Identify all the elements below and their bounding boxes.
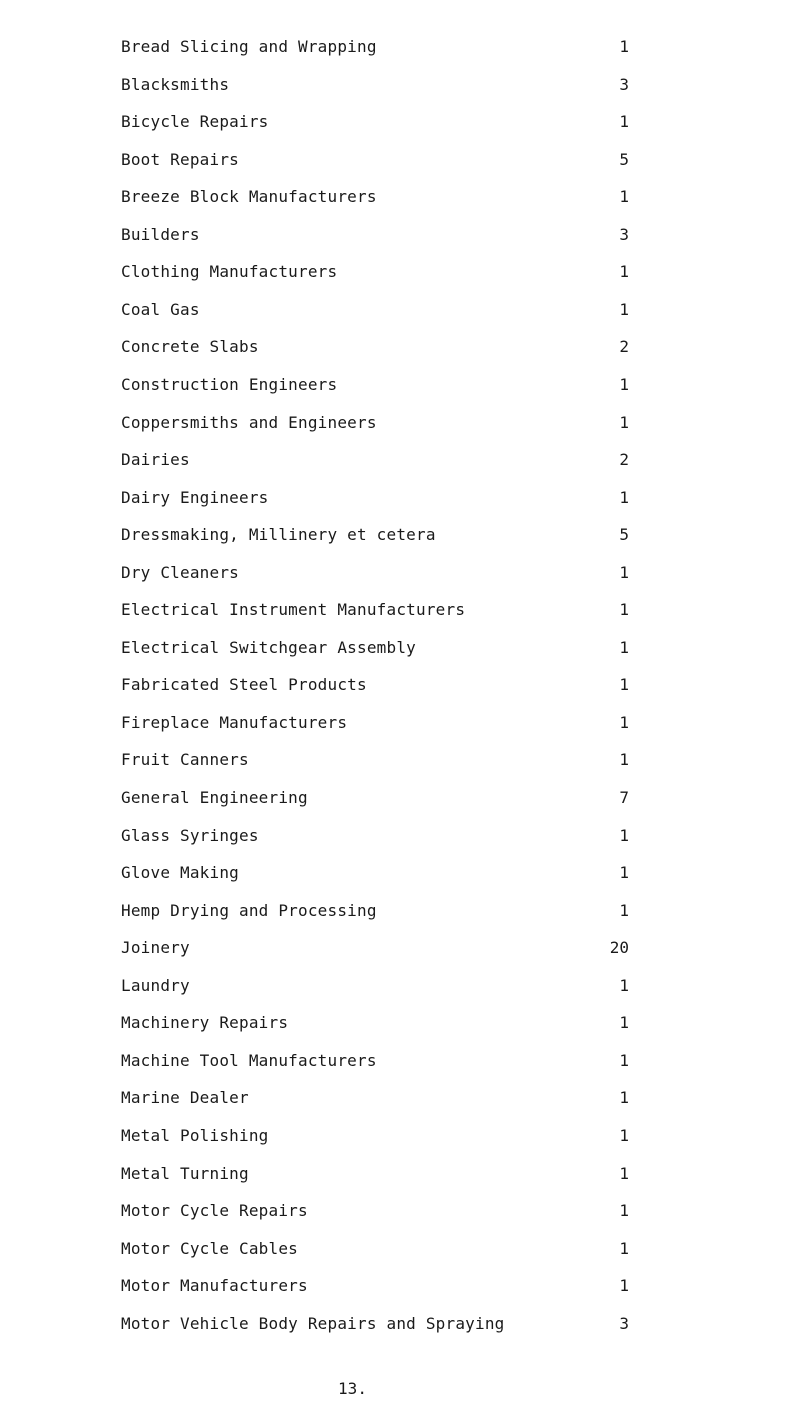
list-item	[0, 70, 801, 100]
trade-name: Machinery Repairs	[121, 1013, 289, 1033]
trade-name: Laundry	[121, 975, 190, 995]
trade-name: Motor Cycle Repairs	[121, 1201, 308, 1221]
trade-count: 1	[619, 1088, 629, 1108]
list-item	[0, 1008, 801, 1038]
list-item	[0, 1309, 801, 1339]
list-item	[0, 408, 801, 438]
trade-count: 1	[619, 675, 629, 695]
trade-count: 1	[619, 975, 629, 995]
trade-count: 1	[619, 374, 629, 394]
trade-name: Joinery	[121, 938, 190, 958]
trade-name: Fruit Canners	[121, 750, 249, 770]
trade-name: Dairies	[121, 450, 190, 470]
trade-name: Motor Cycle Cables	[121, 1238, 298, 1258]
trade-count: 1	[619, 37, 629, 56]
trade-count: 1	[619, 299, 629, 319]
list-item	[0, 670, 801, 700]
list-item	[0, 182, 801, 212]
trade-count: 1	[619, 863, 629, 883]
list-item	[0, 1196, 801, 1226]
list-item	[0, 821, 801, 851]
trade-count: 1	[619, 750, 629, 770]
page-number: 13.	[338, 1379, 367, 1398]
list-item	[0, 295, 801, 325]
trade-count: 1	[619, 1125, 629, 1145]
list-item	[0, 783, 801, 813]
list-item	[0, 145, 801, 175]
trade-count: 1	[619, 1238, 629, 1258]
trade-name: Coppersmiths and Engineers	[121, 412, 377, 432]
trade-count: 1	[619, 637, 629, 657]
list-item	[0, 858, 801, 888]
trade-name: Marine Dealer	[121, 1088, 249, 1108]
trade-name: Blacksmiths	[121, 74, 230, 94]
trade-count: 1	[619, 1201, 629, 1221]
trade-count: 1	[619, 1050, 629, 1070]
trade-count: 3	[619, 1313, 629, 1333]
trade-name: Concrete Slabs	[121, 337, 259, 357]
list-item	[0, 332, 801, 362]
trade-name: Boot Repairs	[121, 149, 239, 169]
trade-count: 1	[619, 112, 629, 132]
list-item	[0, 933, 801, 963]
trade-name: Fabricated Steel Products	[121, 675, 367, 695]
trade-name: Clothing Manufacturers	[121, 262, 338, 282]
trade-name: Construction Engineers	[121, 374, 338, 394]
trade-count: 1	[619, 487, 629, 507]
trade-name: Bicycle Repairs	[121, 112, 269, 132]
trade-count: 1	[619, 262, 629, 282]
list-item	[0, 1046, 801, 1076]
trade-count: 1	[619, 412, 629, 432]
trade-name: Electrical Instrument Manufacturers	[121, 600, 466, 620]
trade-count: 1	[619, 1163, 629, 1183]
trade-name: Glass Syringes	[121, 825, 259, 845]
trade-name: Dairy Engineers	[121, 487, 269, 507]
trade-name: Motor Manufacturers	[121, 1276, 308, 1296]
trade-count: 1	[619, 562, 629, 582]
list-item	[0, 1234, 801, 1264]
trade-count: 3	[619, 224, 629, 244]
trade-count: 3	[619, 74, 629, 94]
list-item	[0, 370, 801, 400]
trade-name: General Engineering	[121, 788, 308, 807]
trade-name: Glove Making	[121, 863, 239, 883]
list-item	[0, 558, 801, 588]
trade-count: 7	[619, 788, 629, 807]
trade-count: 1	[619, 1276, 629, 1296]
trade-name: Dry Cleaners	[121, 562, 239, 582]
trade-count: 1	[619, 1013, 629, 1033]
list-item	[0, 1083, 801, 1113]
trade-count: 1	[619, 600, 629, 620]
trade-name: Dressmaking, Millinery et cetera	[121, 525, 436, 545]
trade-count: 20	[609, 938, 629, 958]
list-item	[0, 445, 801, 475]
list-item	[0, 32, 801, 62]
trade-count: 1	[619, 900, 629, 920]
list-item	[0, 1159, 801, 1189]
list-item	[0, 745, 801, 775]
list-item	[0, 595, 801, 625]
trade-count: 5	[619, 149, 629, 169]
trade-count: 1	[619, 825, 629, 845]
trade-count: 2	[619, 337, 629, 357]
trade-count: 1	[619, 187, 629, 207]
list-item	[0, 107, 801, 137]
trade-name: Metal Polishing	[121, 1125, 269, 1145]
trade-count: 1	[619, 712, 629, 732]
trade-name: Metal Turning	[121, 1163, 249, 1183]
trade-name: Electrical Switchgear Assembly	[121, 637, 416, 657]
trade-name: Motor Vehicle Body Repairs and Spraying	[121, 1313, 505, 1333]
list-item	[0, 1271, 801, 1301]
list-item	[0, 520, 801, 550]
trade-name: Coal Gas	[121, 299, 200, 319]
list-item	[0, 708, 801, 738]
list-item	[0, 1121, 801, 1151]
list-item	[0, 483, 801, 513]
list-item	[0, 220, 801, 250]
trade-name: Breeze Block Manufacturers	[121, 187, 377, 207]
list-item	[0, 971, 801, 1001]
list-item	[0, 633, 801, 663]
trade-count: 2	[619, 450, 629, 470]
list-item	[0, 896, 801, 926]
trade-count: 5	[619, 525, 629, 545]
trade-name: Bread Slicing and Wrapping	[121, 37, 377, 56]
trade-name: Builders	[121, 224, 200, 244]
trade-name: Machine Tool Manufacturers	[121, 1050, 377, 1070]
list-item	[0, 257, 801, 287]
trade-name: Hemp Drying and Processing	[121, 900, 377, 920]
trade-name: Fireplace Manufacturers	[121, 712, 348, 732]
